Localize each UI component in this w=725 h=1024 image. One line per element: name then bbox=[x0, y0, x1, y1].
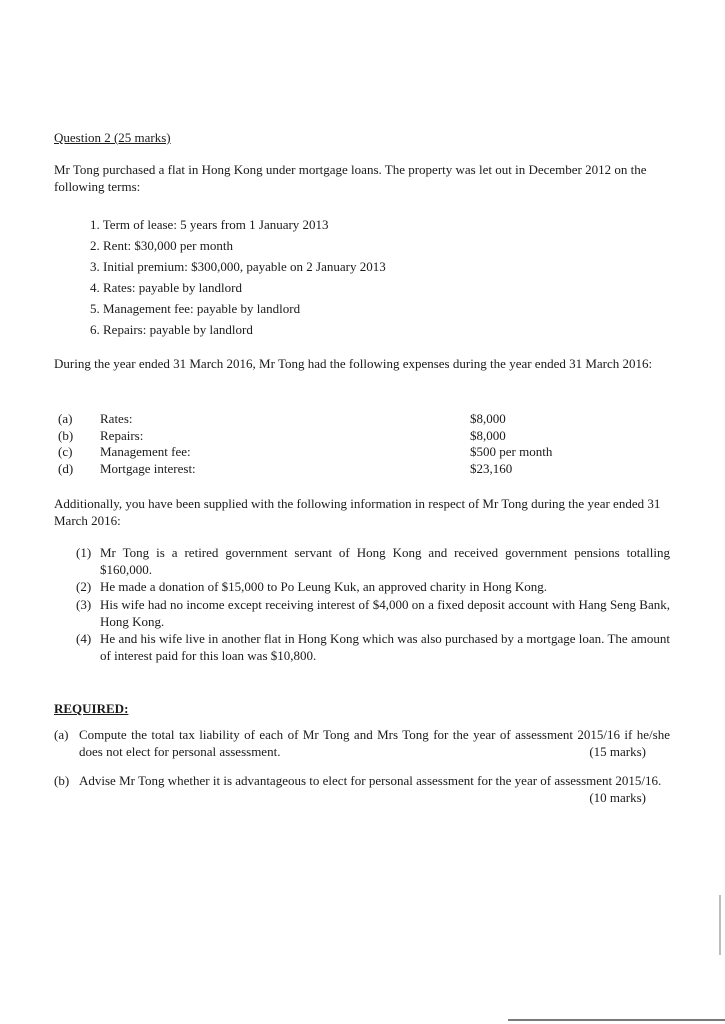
part-text: Compute the total tax liability of each of Mr Tong and Mrs Tong for the year of assessment 2015/16 if he/she does not elect for personal assessment. bbox=[79, 727, 670, 759]
part-marks: (15 marks) bbox=[589, 743, 646, 759]
info-list bbox=[76, 545, 670, 665]
lease-term-item: 4. Rates: payable by landlord bbox=[90, 280, 242, 295]
scan-artifact-line bbox=[508, 1019, 725, 1021]
expense-row bbox=[58, 428, 610, 445]
question-heading: Question 2 (25 marks) bbox=[54, 130, 171, 145]
expense-amount: $8,000 bbox=[470, 411, 506, 426]
expense-row bbox=[58, 461, 610, 478]
info-text: His wife had no income except receiving interest of $4,000 on a fixed deposit account with Hang Seng Bank, Hong Kong. bbox=[100, 596, 670, 629]
expense-label: (a) bbox=[58, 411, 73, 426]
part-text: Advise Mr Tong whether it is advantageous to elect for personal assessment for the year of assessment 2015/16. bbox=[79, 773, 662, 788]
info-number: (3) bbox=[76, 596, 92, 612]
required-part-b bbox=[54, 773, 670, 806]
expenses-intro-paragraph: During the year ended 31 March 2016, Mr Tong had the following expenses during the year ended 31 March 2016: bbox=[54, 356, 653, 371]
lease-terms-list bbox=[90, 214, 386, 340]
part-label: (b) bbox=[54, 773, 70, 788]
info-number: (2) bbox=[76, 579, 92, 595]
part-body bbox=[79, 727, 670, 760]
intro-paragraph: Mr Tong purchased a flat in Hong Kong under mortgage loans. The property was let out in December 2012 on the following terms: bbox=[54, 162, 647, 194]
info-text: He and his wife live in another flat in Hong Kong which was also purchased by a mortgage loan. The amount of interest paid for this loan was $10,800. bbox=[100, 631, 670, 663]
expense-label: (b) bbox=[58, 427, 74, 443]
expense-name: Management fee: bbox=[100, 444, 191, 459]
expense-amount: $8,000 bbox=[470, 427, 506, 443]
info-number: (1) bbox=[76, 545, 92, 560]
info-text: Mr Tong is a retired government servant of Hong Kong and received government pensions totalling $160,000. bbox=[100, 545, 670, 577]
required-heading: REQUIRED: bbox=[54, 701, 129, 716]
info-item bbox=[76, 631, 670, 664]
expense-row bbox=[58, 444, 610, 461]
expense-name: Rates: bbox=[100, 411, 133, 426]
info-item bbox=[76, 545, 670, 578]
lease-term-item: 1. Term of lease: 5 years from 1 January 2013 bbox=[90, 217, 329, 232]
lease-term-item: 5. Management fee: payable by landlord bbox=[90, 301, 301, 316]
expense-label: (d) bbox=[58, 460, 74, 476]
expense-label: (c) bbox=[58, 444, 73, 459]
expense-amount: $23,160 bbox=[470, 460, 513, 476]
lease-term-item: 6. Repairs: payable by landlord bbox=[90, 322, 253, 337]
expense-row bbox=[58, 411, 610, 428]
additional-info-paragraph: Additionally, you have been supplied with the following information in respect of Mr Tong during the year ended 31 March 2016: bbox=[54, 496, 661, 528]
expense-name: Mortgage interest: bbox=[100, 460, 196, 476]
expenses-table bbox=[58, 411, 610, 477]
info-number: (4) bbox=[76, 631, 92, 647]
expense-amount: $500 per month bbox=[470, 444, 553, 459]
expense-name: Repairs: bbox=[100, 427, 144, 443]
part-marks: (10 marks) bbox=[589, 789, 646, 805]
lease-term-item: 3. Initial premium: $300,000, payable on 2 January 2013 bbox=[90, 259, 386, 274]
part-label: (a) bbox=[54, 727, 69, 742]
info-text: He made a donation of $15,000 to Po Leung Kuk, an approved charity in Hong Kong. bbox=[100, 579, 547, 595]
required-part-a bbox=[54, 727, 670, 760]
part-body bbox=[79, 773, 670, 805]
info-item bbox=[76, 597, 670, 630]
info-item bbox=[76, 579, 670, 596]
scan-artifact-edge bbox=[719, 895, 721, 955]
lease-term-item: 2. Rent: $30,000 per month bbox=[90, 238, 233, 253]
